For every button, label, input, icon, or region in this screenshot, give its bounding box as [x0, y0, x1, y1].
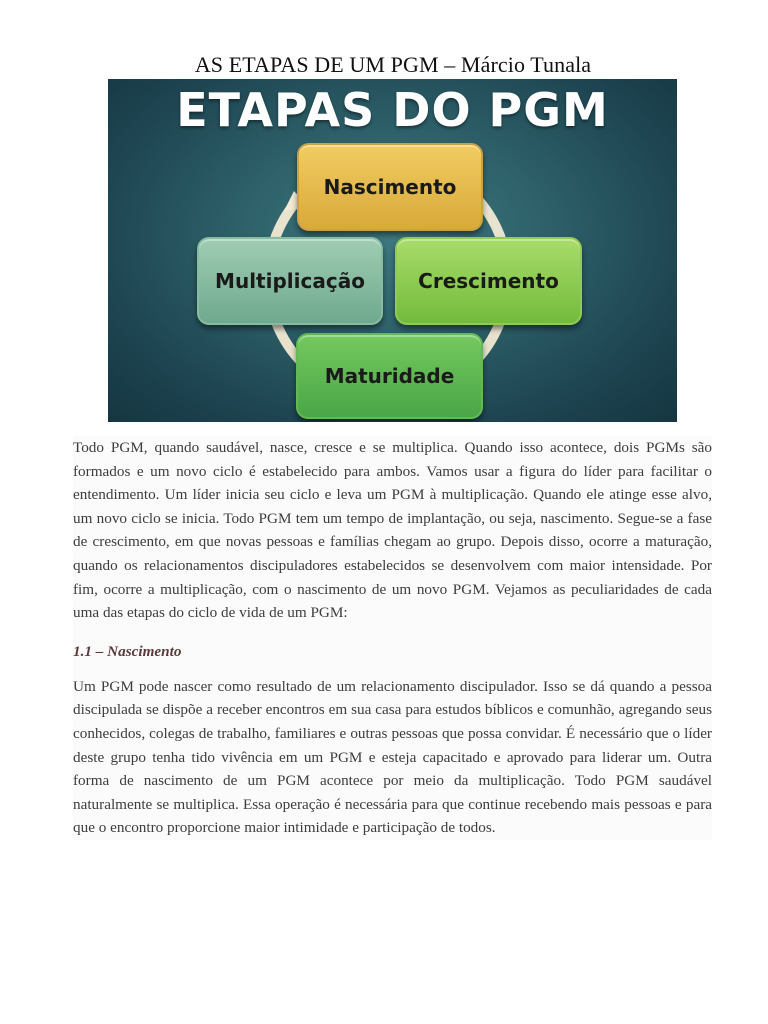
intro-paragraph: Todo PGM, quando saudável, nasce, cresce e se multiplica. Quando isso acontece, dois PGMs são formados e um novo ciclo é estabelecido para ambos. Vamos usar a figura do líder para facilitar o entendimento. Um líder inicia seu ciclo e leva um PGM à multiplicação. Quando ele atinge esse alvo, um novo ciclo se inicia. Todo PGM tem um tempo de implantação, ou seja, nascimento. Segue-se a fase de crescimento, em que novas pessoas e famílias chegam ao grupo. Depois disso, ocorre a maturação, quando os relacionamentos discipuladores estabelecidos se desenvolvem com maior intensidade. Por fim, ocorre a multiplicação, com o nascimento de um novo PGM. Vejamos as peculiaridades de cada uma das etapas do ciclo de vida de um PGM: — [73, 439, 712, 622]
stage-crescimento: Crescimento — [395, 237, 582, 325]
stage-multiplicacao: Multiplicação — [197, 237, 383, 325]
figure-heading: ETAPAS DO PGM — [176, 83, 609, 137]
pgm-stages-figure — [108, 79, 677, 422]
stage-maturidade: Maturidade — [296, 333, 483, 419]
section-heading-nascimento: 1.1 – Nascimento — [73, 642, 182, 660]
nascimento-paragraph: Um PGM pode nascer como resultado de um relacionamento discipulador. Isso se dá quando a pessoa discipulada se dispõe a receber encontros em sua casa para estudos bíblicos e comunhão, agregando seus conhecidos, colegas de trabalho, familiares e outras pessoas que possa convidar. É necessário que o líder deste grupo tenha tido vivência em um PGM e esteja capacitado e aprovado para liderar um. Outra forma de nascimento de um PGM acontece por meio da multiplicação. Todo PGM saudável naturalmente se multiplica. Essa operação é necessária para que continue recebendo mais pessoas e para que o encontro proporcione maior intimidade e participação de todos. — [73, 677, 712, 837]
document-body — [73, 436, 712, 840]
page-title: AS ETAPAS DE UM PGM – Márcio Tunala — [194, 52, 592, 77]
stage-nascimento: Nascimento — [297, 143, 483, 231]
